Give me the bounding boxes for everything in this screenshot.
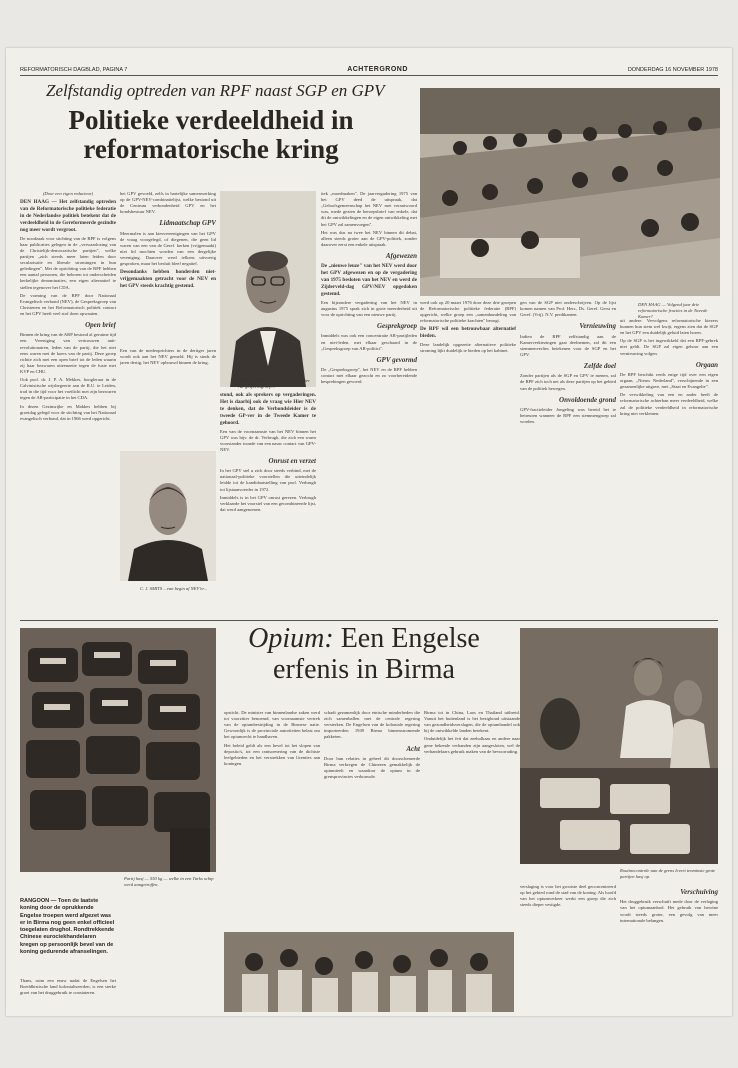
photo-caption-smits: C. J. SMITS ...van begin af NEV'er...: [140, 586, 208, 591]
article2-headline-line1: Een Engelse: [340, 623, 480, 654]
section-heading-afgewezen: Afgewezen: [385, 251, 417, 260]
section-heading-gesprekgroep: Gesprekgroep: [376, 322, 417, 331]
masthead-date: DONDERDAG 16 NOVEMBER 1978: [627, 66, 718, 73]
section-heading-verschuiving: Verschuiving: [680, 888, 718, 896]
article1-column-1: (Door een eigen redacteur) DEN HAAG — Het zelfstandig optreden van de Reformatorische politieke federatie in de Nederlandse politiek betekent dat de verdeeldheid in de Gereformeerde gezindte nog meer wordt vergroot. De noodzaak voor stichting van de RPF is volgens haar publicaties gelegen in de „verwaarlozing van de Christelijk-democratische partijen", welke partijen „zich steeds meer laten leiden door secularisatie en liberale stromingen in hun geledingen". Met de oprichting van de RPF hebben een aantal personen, die behoren tot onderscheiden kerkelijke denominaties, een eigen alternatief te stellen tegenover het CDA. De vorming van de RPF door Nationaal Evangelisch verbond (NEV), de Gespreksgroep van Christenen en het Reformatorisch politiek contact en het GPV heeft veel stof doen opwaaien. Open brief Binnen de kring van de ARP bestond al geruime tijd een Vereniging van vertrouwen anti-revolutionairen, leden van de partij, die het niet eens waren met de koers van de partij. Deze groep richtte zich met een open brief tot de leden waarin zij haar bezwaren uiteenzette tegen de fusie met KVP en CHU. Ook prof. dr. J. P. A. Mekkes, hoogleraar in de Calvinistische wijsbegeerte aan de R.U. te Leiden, trad in die tijd voor het voetlicht met zijn bezwaren tegen de AR-participatie in het CDA. In dezen Gezinsrijke en Makkes hebben bij groeidag gelegd voor de stichting van het Nationaal evangelisch verbond, dat in 1966 werd opgericht.: [20, 191, 116, 421]
parliament-photo-caption: DEN HAAG — Volgend jaar drie reformatorische fracties in de Tweede Kamer?: [638, 302, 708, 319]
section-heading-open-brief: Open brief: [85, 321, 116, 330]
article1-column-7: uit andere. Vervolgens reformatorische kiezers kunnen hun stem wel kwijt, ergens zien dat de SGP en het GPV een duidelijk geluid laten horen. Op de SGP is het ingewikkeld dat een RPF-gebrek niet geldt. De SGP zal eigen gehoor aan een vernieuwing volgen. Orgaan De RPF beschikt reeds enige tijd over een eigen orgaan, „Nieuw Nederland", verschijnende in een gezamenlijke uitgave, met „Staat en Evangelie". De verwikkeling van een en ander heeft de reformatorische achterban meer verdeeldheid, welke zal de politieke verdeeldheid in reformatorische kring niet verkleinen.: [620, 318, 718, 416]
section-heading-gpv-gevormd: GPV gevormd: [376, 355, 417, 364]
article1-column-5: werd ook op 20 maart 1976 door deze drie groepen de Reformatorische politieke federatie (RPF) opgericht, welke groep een „samenbundeling van reformatorische politieke krachten" beoogt. De RPF wil een betrouwbaar alternatief bieden. Deze landelijk opgezette alternatieve politieke stroming lijkt duidelijk te bieden op het kabinet.: [420, 300, 516, 354]
article2-column-6: Verschuiving Het druggebruik verschuift mede door de verlaging van het opiumaanbod. Het gebruik van heroïne wordt steeds groter, een gevolg van meer internationale belangen.: [620, 888, 718, 923]
article2-column-3: schadt gezamenlijk door etnische minderheden die zich samenballen met de centrale regering versterken. De Engelsen van de koloniale regering importeerden 1949 Birma binnenstromende pakketen. Acht Door hun relaties in geheel dit doorschemerde Birma verkregen de Chinezen gemakkelijk de opiumteelt en waardoor de opium in de grensprovincies verbouwde.: [324, 710, 420, 780]
article1-kicker: Zelfstandig optreden van RPF naast SGP en GPV: [46, 81, 385, 100]
newspaper-page: [6, 48, 732, 1016]
section-heading-acht: Acht: [406, 744, 420, 753]
masthead-section: ACHTERGROND: [347, 66, 408, 73]
article1-column-2: het GPV gevoeld, zelfs in hartelijke samenwerking op de GPV-NEV-combinatielijst, welke bestond uit de Centrum verbondenheid GPV en het bondsbestuur NEV. Lidmaatschap GPV Meermalen is aan kiesvereenigingen van het GPV de vraag voorgelegd, of diegenen, die geen lid waren van een van de Geref. kerken (vrijgemaakt) niet lid mochten worden van een dergelijke vereniging. Daarover werd telkens uitvoerig gesproken, maar het besluit bleef negatief. Desondanks hebben honderden niet-vrijgemaakten getracht voor de NEV en het GPV steeds krachtig gestemd.: [120, 191, 216, 290]
section-heading-onrust: Onrust en verzet: [268, 456, 316, 465]
section-heading-lidmaatschap: Lidmaatschap GPV: [159, 219, 216, 228]
section-heading-vernieuwing: Vernieuwing: [579, 322, 616, 331]
border-control-photo: [520, 628, 718, 864]
article2-column-1: Thans, ruim een eeuw nadat de Engelsen het Boeddhistische land kolonialiseerden, is een sterke groei van het druggebruik te constateren.: [20, 978, 116, 996]
article2-column-2: opsticht. De minister van binnenlandse zaken werd tot voorzitter benoemd, van voornaamste vertrek van de opiumbestrijding in de Birmese natie. Gewoonlijk is de provinciale autoriteiten belast om het opiumrecht te handhaven. Het beleid geldt als een bevel tot het slopen van deposito's, tot een rantsoenering van de dichtste leefgebieden en het verstrekken van licenties aan koningen.: [224, 710, 320, 766]
border-control-caption: Routinecontrole aan de grens levert tenminste grote partijen hasj op.: [620, 868, 716, 879]
article1-lead: DEN HAAG — Het zelfstandig optreden van de Reformatorische politieke federatie in de Nederlandse politiek betekent dat de verdeeldheid in de Gereformeerde gezindte nog meer wordt vergroot.: [20, 199, 116, 233]
article2-lead: RANGOON — Toen de laatste koning door de oprukkende Engelse troepen werd afgezet was er in Birma nog geen enkel officieel toegelaten drughol. Rondtrekkende Chinese eurociekhandelaren kregen op persoonlijk bevel van de koning gedurende afranselingen.: [20, 898, 115, 955]
portrait-photo-drogendijk: [220, 191, 316, 387]
photo-caption-drogendijk: PROF. DROGENDIJK SR. ...voorzitter AR-gespreksgroep...: [238, 378, 310, 389]
article2-kicker: Opium:: [248, 623, 334, 654]
hashish-bags-photo: [20, 628, 216, 872]
section-heading-onvoldoende: Onvoldoende grond: [559, 395, 616, 404]
crowd-photo: [224, 932, 514, 1012]
section-heading-zelfde-doel: Zelfde doel: [583, 362, 616, 371]
article1-column-3: stond, ook als sprekers op vergaderingen. Het is daarbij ook de vraag wie Hier NEV te denken, dat de Verbondsleider is de tweede GP-ver in de Tweede Kamer te gehoord. Een van de voornaamste van het NEV binnen het GPV was bijv. de dr. Verbrugh, die zich een warm voorstander toonde van een nauw contact van GPV-NEV. Onrust en verzet In het GPV stel u zich door steeds verbind, met de nationaal-politieke voorstellen die uiteindelijk leidde tot de kandidaatstelling van prof. Verbrugh tot lijstaanvoerder in 1972. Inmiddels is in het GPV onrust gerezen. Verbrugh verklaarde het voorstel van een gecombineerde lijst, dat werd aangenomen.: [220, 392, 316, 512]
article2-headline-line2: erfenis in Birma: [273, 653, 455, 685]
article2-headline: [224, 624, 504, 686]
portrait-photo-smits: [120, 451, 216, 581]
article1-column-2b: Een van de medeoprichters in de dertiger jaren wordt ook aan het NEV gemeld. Hij is sinds de jaren dertig, het NEV opbouwd binnen de kring.: [120, 348, 216, 366]
article1-column-4: tiek „moedmaken". De jaarvergadering 1975 van het GPV deed de uitspraak, dat „Geloofsgemeenschap het NEV met verantwoord was, mede gezien de beroepsbrief van enkele, dat dit de ontwikkelingen en de eigen ontwikkeling met het GPV zal samenvoegen". Het was dus na twee het NEV binnen dit debat, alleen steeds groter aan de GPV-politiek, zonder daarover eerst een enkele uitspraak. Afgewezen De „nieuwe leuze" van het NEV werd door het GPV afgewezen en op de vergadering van 1975 besloten van het NEV en werd de Zijderveld-dag GPV/NEV opgedoken gestemd. Een bijzondere vergadering van het NEV in augustus 1975 sprak zich in grote meerderheid uit voor de oprichting van een nieuwe partij. Gesprekgroep Inmiddels was ook een concentratie AR-partijleden en niet-leden, met elkaar geschaard in de „Gespreksgroep van AR-politici". GPV gevormd De „Gespreksgroep", het NEV en de RPF hebben contact met elkaar gezocht en zo voorbereidende besprekingen gevoerd.: [321, 191, 417, 385]
masthead: [20, 64, 718, 76]
article2-column-5: verslaging is voor het grootste deel geconcentreerd op het gebied rond de stad van de koning. Als hoofd van het opiumverkeer werkt een groep die zich steeds dieper vestigde.: [520, 884, 616, 908]
hashish-photo-caption: Partij hasj — 550 kg — welke in een Turks schip werd aangetroffen.: [124, 876, 214, 887]
section-heading-orgaan: Orgaan: [695, 360, 718, 369]
article1-byline: (Door een eigen redacteur): [42, 191, 94, 196]
parliament-photo: [420, 88, 720, 296]
article2-column-4: Birma tot in China, Laos en Thailand uitbreid. Vanuit het buitenland is het bezighoud uitstaande van gezondheidsverslagen, die de opiumhandel ook bij de ontwikkelde landen betekent. Onduidelijk het feit dat zeeholkaas en andere naar gene bekende verbanden zijn aangesloten, wel de verhandelaars gebruik maken van de bevoorrading.: [424, 710, 520, 754]
article1-headline: Politieke verdeeldheid in reformatorische kring: [68, 105, 354, 164]
masthead-paper: REFORMATORISCH DAGBLAD, PAGINA 7: [20, 66, 128, 73]
section-divider: [20, 620, 718, 621]
article1-column-6: gen van de SGP niet onderschrijven. Op de lijst komen namen van Prof. Herr., Ds. Geref. Gerst en Geref. (Vrij). N.V. predikanten. Vernieuwing Indien de RPF zelfstandig aan de Kamerverkiezingen gaat deelnemen, zal dit een stemmenverlies betekenen voor de SGP en het GPV. Zelfde doel Zonder partijen als de SGP en GPV te menen, zal de RPF zich toch net als deze partijen op het gebied van de politiek bewegen. Onvoldoende grond GPV-fractieleider Jongeling was bereid het te betreuren wanneer de RPF een stemmengroep zal worden.: [520, 300, 616, 425]
